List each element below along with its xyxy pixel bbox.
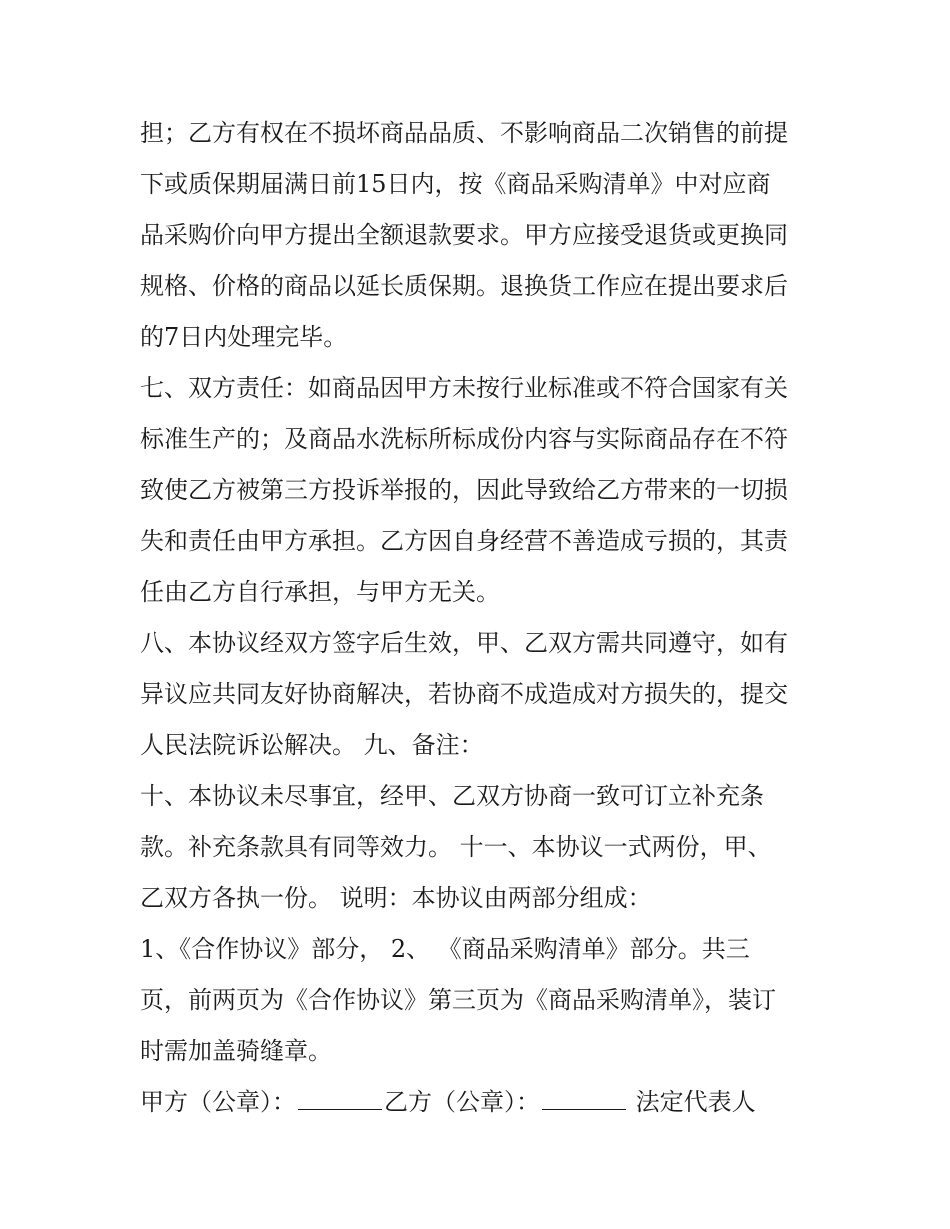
signature-line [140,1077,820,1128]
text-line: 八、本协议经双方签字后生效，甲、乙双方需共同遵守，如有 [140,629,788,657]
text-line: 乙双方各执一份。 说明：本协议由两部分组成： [140,884,652,912]
party-a-seal-blank [298,1087,382,1110]
text-line: 的7日内处理完毕。 [140,323,348,351]
paragraph-clause-10 [140,771,820,924]
legal-representative-label: 法定代表人 [635,1088,756,1116]
text-line: 页，前两页为《合作协议》第三页为《商品采购清单》，装订 [140,986,776,1014]
text-line: 致使乙方被第三方投诉举报的，因此导致给乙方带来的一切损 [140,476,788,504]
text-line: 下或质保期届满日前15日内，按《商品采购清单》中对应商 [140,170,771,198]
party-b-seal-label: 乙方（公章）： [384,1088,540,1116]
text-line: 时需加盖骑缝章。 [140,1037,332,1065]
text-line: 规格、价格的商品以延长质保期。退换货工作应在提出要求后 [140,272,788,300]
text-line: 人民法院诉讼解决。 九、备注： [140,731,484,759]
text-line: 品采购价向甲方提出全额退款要求。甲方应接受退货或更换同 [140,221,788,249]
party-b-seal-blank [542,1087,626,1110]
text-line: 标准生产的；及商品水洗标所标成份内容与实际商品存在不符 [140,425,788,453]
text-line: 异议应共同友好协商解决，若协商不成造成对方损失的，提交 [140,680,788,708]
document-body [140,108,820,1128]
text-line: 任由乙方自行承担，与甲方无关。 [140,578,500,606]
text-line: 十、本协议未尽事宜，经甲、乙双方协商一致可订立补充条 [140,782,764,810]
paragraph-return-terms [140,108,820,363]
paragraph-clause-8 [140,618,820,771]
text-line: 款。补充条款具有同等效力。 十一、本协议一式两份，甲、 [140,833,772,861]
text-line: 担；乙方有权在不损坏商品品质、不影响商品二次销售的前提 [140,119,788,147]
text-line: 1、《合作协议》部分， 2、 《商品采购清单》部分。共三 [140,935,750,963]
text-line: 七、双方责任：如商品因甲方未按行业标准或不符合国家有关 [140,374,788,402]
paragraph-composition [140,924,820,1077]
party-a-seal-label: 甲方（公章）： [140,1088,296,1116]
text-line: 失和责任由甲方承担。乙方因自身经营不善造成亏损的，其责 [140,527,788,555]
paragraph-clause-7 [140,363,820,618]
